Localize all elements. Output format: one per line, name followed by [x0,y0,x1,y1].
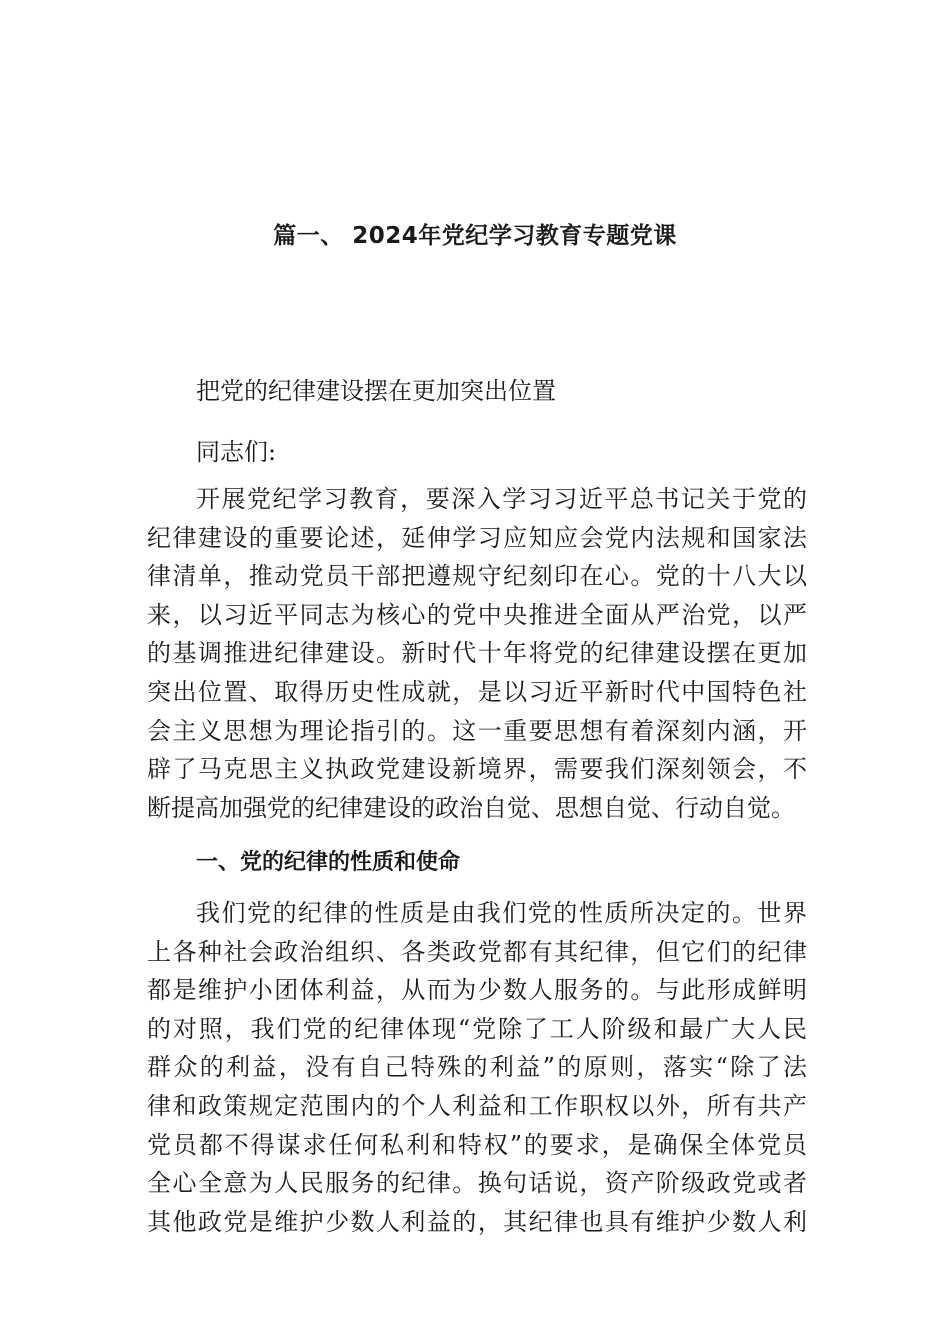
paragraph-line: 我们党的纪律的性质是由我们党的性质所决定的。世界 [196,899,807,927]
paragraph-line: 来，以习近平同志为核心的党中央推进全面从严治党，以严 [147,600,807,629]
paragraph-line: 突出位置、取得历史性成就，是以习近平新时代中国特色社 [147,677,807,706]
document-title: 篇一、 2024年党纪学习教育专题党课 [273,223,677,249]
paragraph-line: 断提高加强党的纪律建设的政治自觉、思想自觉、行动自觉。 [147,793,795,822]
paragraph-section1 [147,894,807,1241]
paragraph-line: 其他政党是维护少数人利益的，其纪律也具有维护少数人利 [147,1207,807,1236]
paragraph-line: 辟了马克思主义执政党建设新境界，需要我们深刻领会，不 [147,755,807,784]
paragraph-line: 全心全意为人民服务的纪律。换句话说，资产阶级政党或者 [147,1169,807,1198]
paragraph-line: 开展党纪学习教育，要深入学习习近平总书记关于党的 [196,485,807,513]
paragraph-line: 律清单，推动党员干部把遵规守纪刻印在心。党的十八大以 [147,562,807,591]
paragraph-line: 会主义思想为理论指引的。这一重要思想有着深刻内涵，开 [147,716,807,745]
paragraph-line: 纪律建设的重要论述，延伸学习应知应会党内法规和国家法 [147,523,807,552]
paragraph-line: 律和政策规定范围内的个人利益和工作职权以外，所有共产 [147,1091,807,1120]
document-subtitle: 把党的纪律建设摆在更加突出位置 [196,377,556,405]
paragraph-intro [147,480,807,827]
section-heading: 一、党的纪律的性质和使命 [196,850,461,875]
paragraph-line: 党员都不得谋求任何私利和特权”的要求，是确保全体党员 [147,1130,807,1159]
paragraph-line: 的对照，我们党的纪律体现“党除了工人阶级和最广大人民 [147,1014,807,1043]
paragraph-line: 都是维护小团体利益，从而为少数人服务的。与此形成鲜明 [147,976,807,1005]
paragraph-line: 上各种社会政治组织、各类政党都有其纪律，但它们的纪律 [147,937,807,966]
paragraph-line: 群众的利益，没有自己特殊的利益”的原则，落实“除了法 [147,1053,807,1082]
paragraph-line: 的基调推进纪律建设。新时代十年将党的纪律建设摆在更加 [147,639,807,668]
salutation: 同志们: [196,438,277,466]
